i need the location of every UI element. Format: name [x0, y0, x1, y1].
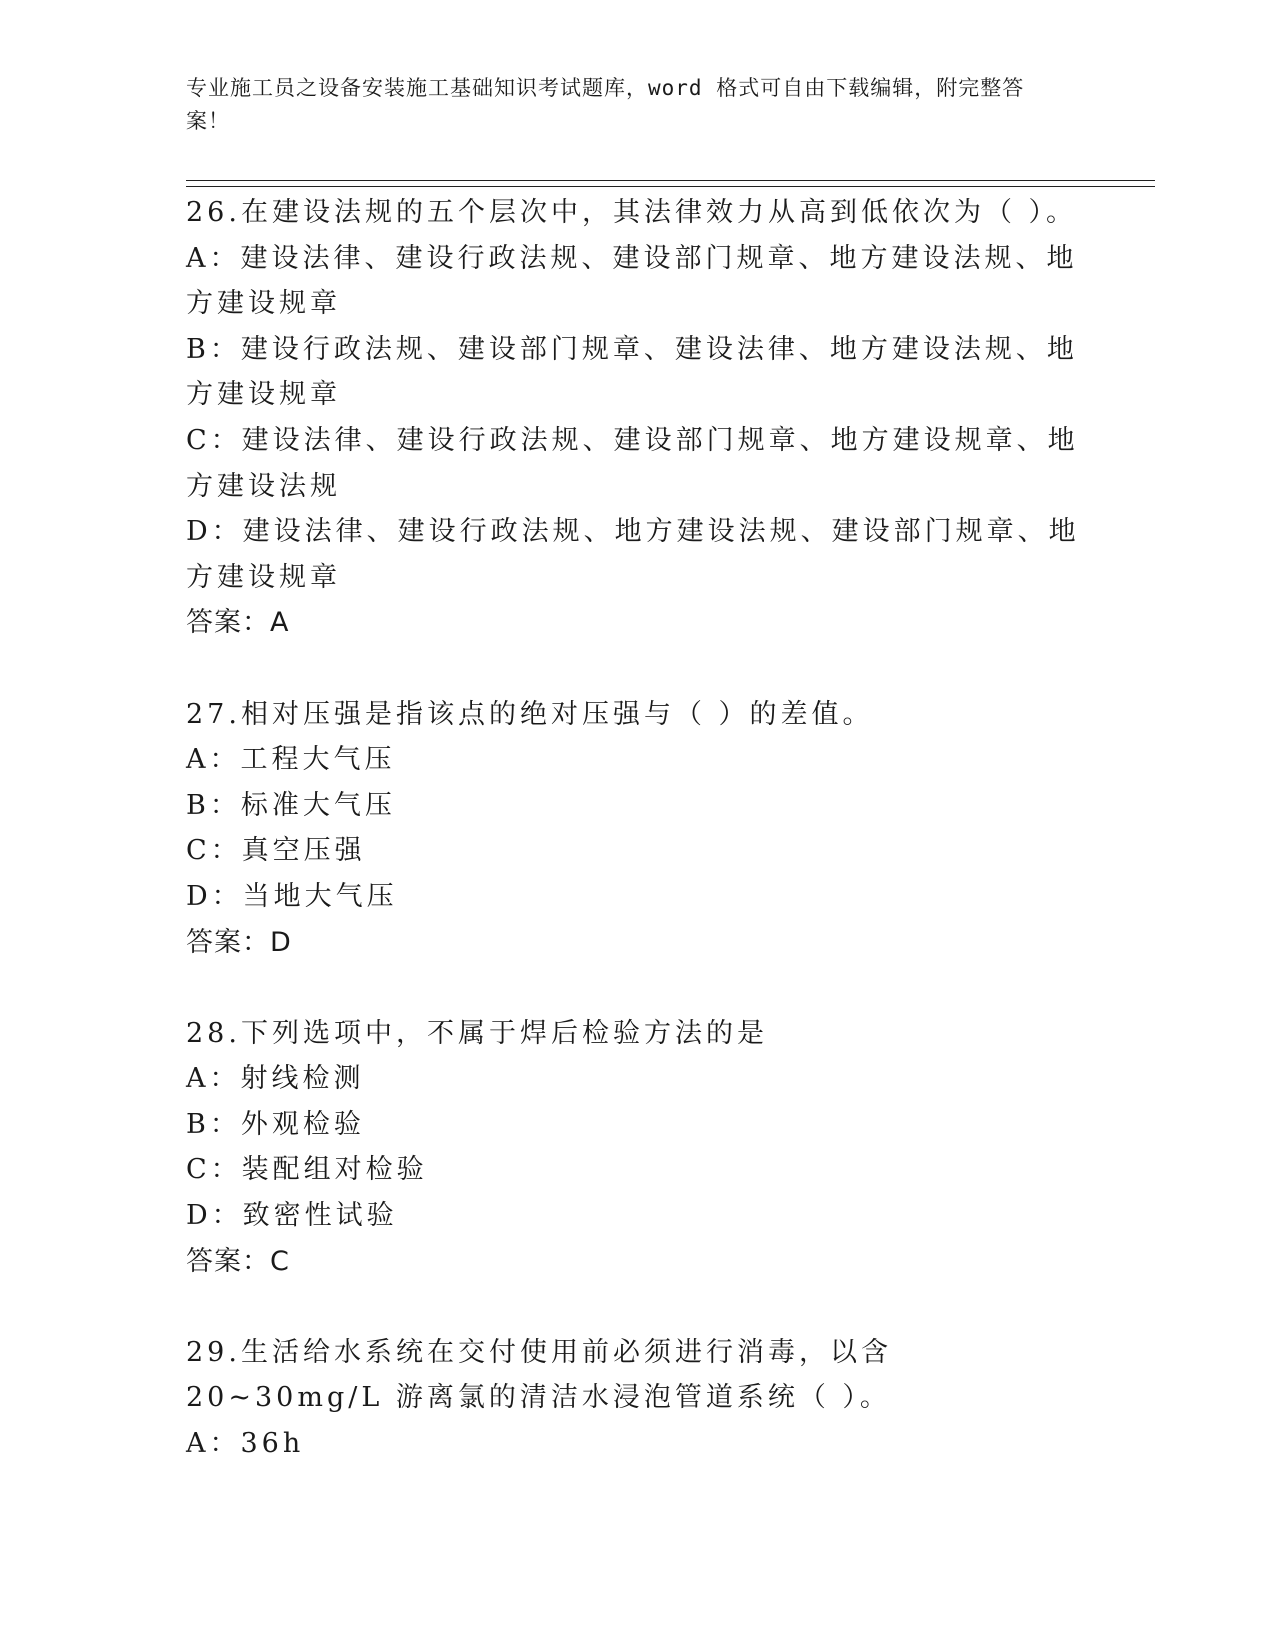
question-stem: 29.生活给水系统在交付使用前必须进行消毒，以含 20~30mg/L 游离氯的清洁水浸泡管道系统（ ）。: [186, 1336, 892, 1414]
question-28: [186, 1011, 1086, 1285]
option-c: C：建设法律、建设行政法规、建设部门规章、地方建设规章、地方建设法规: [186, 424, 1079, 502]
answer-line: [186, 920, 1086, 966]
question-26: [186, 190, 1086, 646]
header-divider-bottom: [186, 186, 1155, 187]
question-stem: 26.在建设法规的五个层次中，其法律效力从高到低依次为（ ）。: [186, 197, 1078, 228]
answer-line: [186, 600, 1086, 646]
header-text: 专业施工员之设备安装施工基础知识考试题库，word 格式可自由下载编辑，附完整答案！: [186, 76, 1025, 133]
answer-label: 答案：: [186, 607, 270, 639]
answer-label: 答案：: [186, 1245, 270, 1277]
option-b: B：建设行政法规、建设部门规章、建设法律、地方建设法规、地方建设规章: [186, 333, 1078, 411]
answer-value: D: [270, 926, 293, 958]
option-d: D：当地大气压: [186, 880, 398, 912]
option-b: B：外观检验: [186, 1108, 365, 1140]
option-c: C：装配组对检验: [186, 1154, 428, 1186]
question-list: [186, 190, 1086, 1467]
option-d: D：建设法律、建设行政法规、地方建设法规、建设部门规章、地方建设规章: [186, 516, 1080, 593]
question-stem: 28.下列选项中，不属于焊后检验方法的是: [186, 1017, 768, 1049]
header-divider-top: [186, 180, 1155, 181]
answer-value: A: [270, 607, 291, 639]
option-a: A：建设法律、建设行政法规、建设部门规章、地方建设法规、地方建设规章: [186, 242, 1078, 320]
document-header: [186, 72, 1066, 138]
answer-label: 答案：: [186, 926, 270, 958]
answer-value: C: [270, 1245, 291, 1277]
option-a: A：射线检测: [186, 1063, 365, 1095]
option-a: A：工程大气压: [186, 744, 396, 776]
answer-line: [186, 1239, 1086, 1285]
option-d: D：致密性试验: [186, 1200, 398, 1232]
option-c: C：真空压强: [186, 835, 366, 867]
option-a: A：36h: [186, 1428, 305, 1460]
question-29: [186, 1330, 1086, 1467]
question-stem: 27.相对压强是指该点的绝对压强与（ ）的差值。: [186, 698, 874, 730]
option-b: B：标准大气压: [186, 789, 396, 821]
question-27: [186, 692, 1086, 966]
